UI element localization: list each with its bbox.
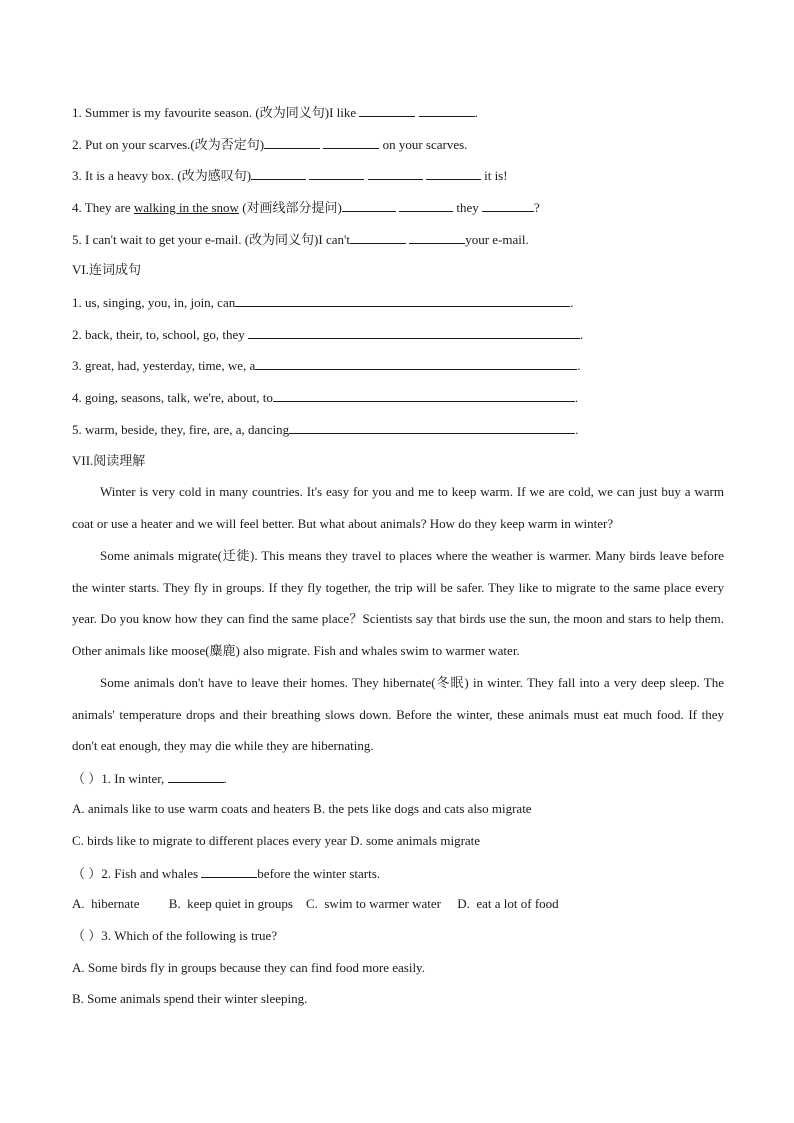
item-end: . — [474, 105, 478, 120]
answer-blank[interactable] — [201, 864, 257, 878]
question-3-option-b: B. Some animals spend their winter sleeping. — [72, 991, 308, 1006]
question-3 — [72, 927, 277, 945]
answer-blank[interactable] — [426, 166, 481, 180]
answer-blank[interactable] — [482, 198, 534, 212]
transform-item-5 — [72, 230, 529, 249]
item-text: 1. Summer is my favourite season. (改为同义句)I like — [72, 105, 360, 120]
answer-blank[interactable] — [273, 388, 575, 402]
answer-blank[interactable] — [264, 135, 320, 149]
item-text: 4. They are — [72, 200, 134, 215]
question-stem: 3. Which of the following is true? — [101, 928, 278, 943]
question-1-option-row-1: A. animals like to use warm coats and heaters B. the pets like dogs and cats also migrate — [72, 801, 532, 816]
transform-item-4 — [72, 198, 540, 217]
answer-blank[interactable] — [350, 230, 406, 244]
answer-blank[interactable] — [368, 166, 423, 180]
item-text: 3. It is a heavy box. (改为感叹句) — [72, 168, 252, 183]
item-end: it is! — [480, 168, 508, 183]
item-end: on your scarves. — [379, 137, 468, 152]
answer-blank[interactable] — [419, 103, 475, 117]
item-text: 4. going, seasons, talk, we're, about, to — [72, 390, 273, 405]
word-order-item-3 — [72, 356, 581, 375]
transform-item-1 — [72, 103, 478, 122]
underlined-phrase: walking in the snow — [133, 200, 239, 215]
word-order-item-2 — [72, 325, 583, 344]
item-end: . — [575, 422, 579, 437]
transform-item-3 — [72, 166, 508, 185]
answer-bracket[interactable]: （ ） — [72, 771, 102, 786]
answer-blank[interactable] — [235, 293, 570, 307]
item-end: . — [570, 295, 574, 310]
transform-item-2 — [72, 135, 467, 154]
answer-blank[interactable] — [289, 420, 575, 434]
item-end: . — [223, 771, 227, 786]
answer-blank[interactable] — [323, 135, 379, 149]
question-3-option-a: A. Some birds fly in groups because they can find food more easily. — [72, 960, 425, 975]
question-2 — [72, 864, 380, 883]
question-stem: 1. In winter, — [101, 771, 168, 786]
question-1-option-row-2: C. birds like to migrate to different places every year D. some animals migrate — [72, 833, 481, 848]
reading-paragraph-3 — [72, 667, 724, 762]
item-text: 2. Put on your scarves.(改为否定句) — [72, 137, 265, 152]
word-order-item-5 — [72, 420, 578, 439]
section-heading-vi: VI.连词成句 — [72, 262, 141, 277]
answer-bracket[interactable]: （ ） — [72, 866, 102, 881]
item-end: your e-mail. — [465, 232, 529, 247]
item-word: they — [453, 200, 482, 215]
answer-blank[interactable] — [255, 356, 577, 370]
answer-blank[interactable] — [248, 325, 580, 339]
item-end: . — [574, 390, 579, 405]
section-heading-vii: VII.阅读理解 — [72, 453, 146, 468]
paragraph-text: Some animals don't have to leave their homes. They hibernate(冬眠) in winter. They fall into a very deep sleep. The animals' temperature drops and their breathing slows down. Before the winter, these animals must eat much food. If they don't eat enough, they may die while they are hibernating. — [72, 675, 724, 754]
question-2-options: A. hibernate B. keep quiet in groups C. swim to warmer water D. eat a lot of food — [72, 896, 559, 911]
item-end: before the winter starts. — [257, 866, 381, 881]
question-1 — [72, 769, 227, 788]
answer-blank[interactable] — [409, 230, 465, 244]
word-order-item-1 — [72, 293, 573, 312]
answer-blank[interactable] — [168, 769, 224, 783]
answer-blank[interactable] — [309, 166, 364, 180]
paragraph-text: Winter is very cold in many countries. It's easy for you and me to keep warm. If we are cold, we can just buy a warm coat or use a heater and we will feel better. But what about animals? How do they keep warm in winter? — [72, 484, 724, 531]
item-end: . — [577, 358, 581, 373]
word-order-item-4 — [72, 388, 578, 407]
item-text: 3. great, had, yesterday, time, we, a — [72, 358, 256, 373]
item-text: 5. warm, beside, they, fire, are, a, dancing — [72, 422, 290, 437]
item-text: 1. us, singing, you, in, join, can — [72, 295, 236, 310]
answer-bracket[interactable]: （ ） — [72, 928, 102, 943]
item-end: ? — [534, 200, 540, 215]
answer-blank[interactable] — [359, 103, 415, 117]
reading-paragraph-1 — [72, 476, 724, 539]
item-end: . — [580, 327, 584, 342]
item-text: 5. I can't wait to get your e-mail. (改为同义句)I can't — [72, 232, 350, 247]
answer-blank[interactable] — [251, 166, 306, 180]
item-text: 2. back, their, to, school, go, they — [72, 327, 249, 342]
reading-paragraph-2 — [72, 540, 724, 667]
question-stem: 2. Fish and whales — [101, 866, 202, 881]
item-instruction: (对画线部分提问) — [238, 200, 342, 215]
answer-blank[interactable] — [342, 198, 396, 212]
answer-blank[interactable] — [399, 198, 453, 212]
paragraph-text: Some animals migrate(迁徙). This means they travel to places where the weather is warmer. Many birds leave before the winter starts. They fly in groups. If they fly together, the trip will be safer. They like to migrate to the same place every year. Do you know how they can find the same place？Scientists say that birds use the sun, the moon and stars to help them. Other animals like moose(麋鹿) also migrate. Fish and whales swim to warmer water. — [72, 548, 724, 659]
